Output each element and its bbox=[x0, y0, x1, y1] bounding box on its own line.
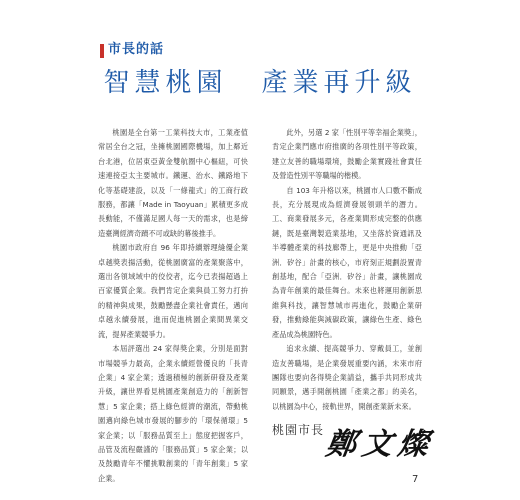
paragraph: 追求永續、提高競爭力、穿戴員工，並創造友善職場，是企業發展重要內涵，未來市府團隊也要向各得獎企業請益，攜手共同形成共同願景，邁手開創桃園「產業之都」的美名，以桃園為中心，接軌世界，開創產業新未來。 bbox=[272, 344, 422, 411]
page-title-part-1: 智慧桃園 bbox=[103, 68, 228, 98]
paragraph: 桃園市政府自 96 年即持續辦理縫優企業卓越獎表揚活動，從桃園廣富的產業聚落中，選出各領域域中的佼佼者，迄今已表揚超過上百家優質企業。我們肯定企業與員工努力打拚的精神與成果，鼓勵懸盡企業社會責任，邁向卓越永續發展，進而促進桃園企業間異業交流，提昇產業競爭力。 bbox=[98, 243, 248, 339]
signature-name: 鄭文燦 bbox=[323, 427, 437, 462]
page-title bbox=[0, 66, 520, 100]
page-number: 7 bbox=[412, 474, 419, 485]
signature-title: 桃園市長 bbox=[272, 423, 325, 437]
paragraph: 此外，另選 2 家「性別平等幸福企業獎」，肯定企業鬥應市府推廣的各項性別平等政策，建立友善的職場環境，鼓勵企業實踐社會責任及營造性別平等職場的楷模。 bbox=[272, 128, 422, 181]
section-label: 市長的話 bbox=[108, 42, 165, 57]
paragraph: 本屆評選出 24 家得獎企業，分別是面對市場競爭力最高，企業永續經營優良的「長青企業」4 家企業；透過積極的創新研發及產業升級，讓世界看見桃園產業創造力的「創新智慧」5 家企業；搭上綠色經濟的潮流，帶動桃園邁向綠色城市發展的腳步的「環保循環」5 家企業；以「服務品質至上」態度把握客戶，品管及流程嚴謹的「服務品質」5 家企業；以及鼓勵青年不懼挑戰創業的「青年創業」5 家企業。 bbox=[98, 344, 248, 483]
paragraph: 桃園是全台第一工業科技大市，工業產值常居全台之冠，坐擁桃園國際機場，加上鄰近台北港，位居東亞黃金雙航圈中心樞紐，可快速連接亞太主要城市。鐵運、治水、鐵路地下化等基礎建設，以及「一條龍式」的工商行政服務，都讓「Made in Taoyuan」累積更多成長動能，不僅滿足國人每一天的需求，也是締造臺灣經濟奇蹟不可或缺的幕後推手。 bbox=[98, 128, 248, 238]
body-column-left bbox=[98, 126, 248, 486]
section-marker-bar bbox=[100, 44, 104, 58]
body-column-right bbox=[272, 126, 422, 414]
paragraph: 自 103 年升格以來，桃園市人口數不斷成長，充分展現成為經濟發展領頭羊的潛力。工、商業發展多元，各產業間形成完整的供應鏈，既是臺灣製造業基地，又坐落於資通訊及半導體產業的科技廊帶上，更是中央推動「亞洲．矽谷」計畫的核心，市府刻正規劃設置青創基地，配合「亞洲．矽谷」計畫，讓桃園成為青年創業的最佳舞台。未來也將運用創新思維與科技，讓智慧城市再進化，鼓勵企業研發，推動綠能與減碳政策，讓綠色生產、綠色產品成為桃園特色。 bbox=[272, 185, 422, 339]
page-title-part-2: 產業再升級 bbox=[261, 68, 417, 98]
